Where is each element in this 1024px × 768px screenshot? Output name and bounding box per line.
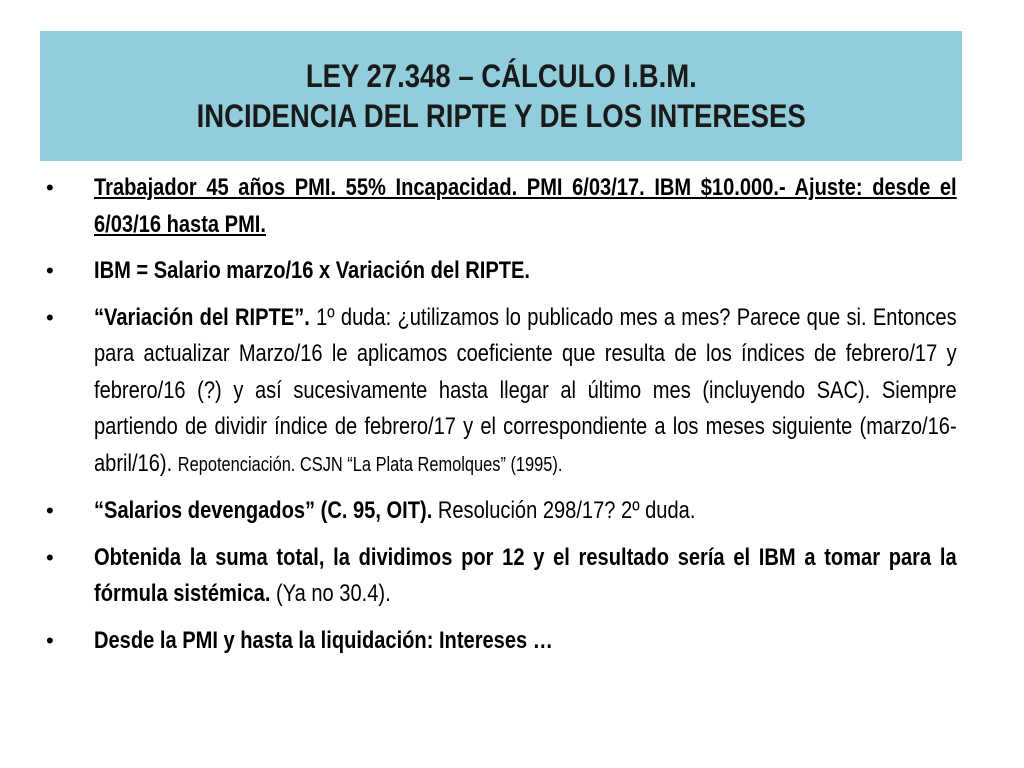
slide-title-line-2: INCIDENCIA DEL RIPTE Y DE LOS INTERESES	[196, 98, 806, 134]
bullet-item-worker	[46, 170, 957, 243]
bullet-marker: •	[46, 498, 54, 523]
bullet-ripte-body: 1º duda: ¿utilizamos lo publicado mes a mes? Parece que si. Entonces para actualizar Marzo/16 le aplicamos coeficiente que resulta de los índices de febrero/17 y febrero/16 (?) y así sucesivamente hasta llegar al último mes (incluyendo SAC). Siempre partiendo de dividir índice de febrero/17 y el correspondiente a los meses siguiente (marzo/16-abril/16).	[94, 303, 957, 477]
bullet-salarios-heading: “Salarios devengados” (C. 95, OIT).	[94, 497, 433, 524]
slide-title-line-1: LEY 27.348 – CÁLCULO I.B.M.	[305, 58, 697, 94]
bullet-worker-text: Trabajador 45 años PMI. 55% Incapacidad. PMI 6/03/17. IBM $10.000.- Ajuste: desde el 6/03/16 hasta PMI.	[94, 174, 957, 238]
bullet-suma-body: (Ya no 30.4).	[270, 580, 391, 607]
bullet-ibm-formula-text: IBM = Salario marzo/16 x Variación del RIPTE.	[94, 257, 531, 284]
bullet-suma-heading: Obtenida la suma total, la dividimos por 12 y el resultado sería el IBM a tomar para la fórmula sistémica.	[94, 543, 957, 607]
bullet-ripte-reference: Repotenciación. CSJN “La Plata Remolques” (1995).	[177, 453, 563, 476]
bullet-item-ibm-formula	[46, 253, 954, 290]
bullet-intereses-text: Desde la PMI y hasta la liquidación: Intereses …	[94, 626, 553, 654]
bullet-marker: •	[46, 544, 54, 570]
bullet-marker: •	[46, 175, 54, 200]
bullet-item-salarios	[46, 493, 954, 530]
bullet-ripte-heading: “Variación del RIPTE”.	[94, 303, 310, 331]
bullet-marker: •	[46, 627, 54, 653]
bullet-marker: •	[46, 258, 54, 283]
bullet-salarios-body: Resolución 298/17? 2º duda.	[432, 497, 696, 524]
bullet-marker: •	[46, 304, 54, 330]
bullet-item-ripte	[46, 300, 957, 484]
bullet-item-suma-total	[46, 540, 957, 613]
bullet-item-intereses	[46, 623, 954, 660]
bullet-list	[46, 170, 957, 669]
slide-title-banner	[40, 31, 962, 161]
